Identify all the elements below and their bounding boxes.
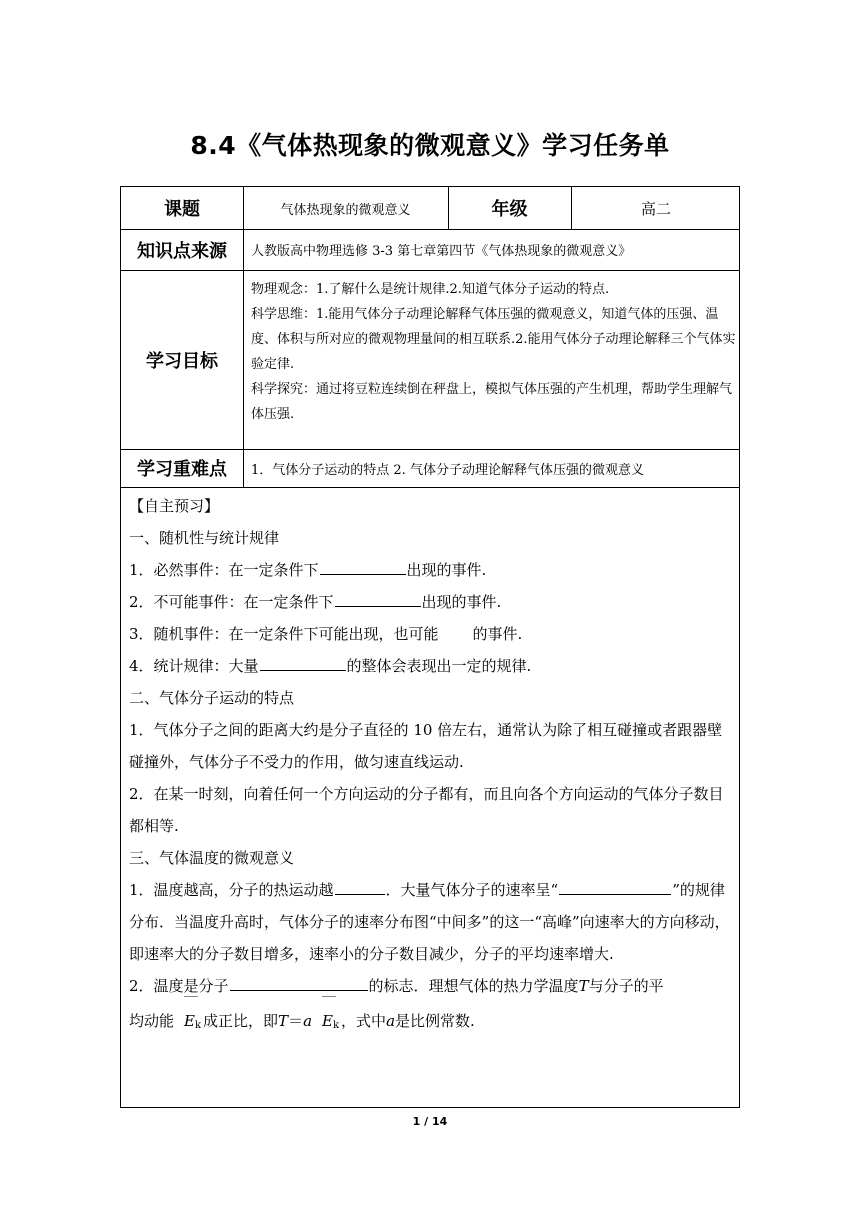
topic-value: 气体热现象的微观意义 [280, 202, 411, 218]
answer-blank[interactable] [260, 652, 346, 671]
goals-list [251, 277, 737, 427]
fill-line: 2．不可能事件：在一定条件下 出现的事件. [129, 586, 737, 618]
paragraph: 1．温度越高，分子的热运动越 ．大量气体分子的速率呈“ ”的规律分布．当温度升高时，气体分子的速率分布图“中间多”的这一“高峰”向速率大的方向移动，即速率大的分子数目增多，速率小的分子数目减少，分子的平均速率增大. [129, 874, 737, 970]
avg-kinetic-energy: $E_k$ [322, 1002, 339, 1045]
preview-heading: 【自主预习】 [129, 497, 220, 515]
section-heading: 三、气体温度的微观意义 [129, 849, 295, 867]
answer-blank[interactable] [230, 972, 368, 991]
section-heading: 二、气体分子运动的特点 [129, 689, 295, 707]
goals-label: 学习目标 [146, 350, 218, 372]
goal-item: 科学思维：1.能用气体分子动理论解释气体压强的微观意义，知道气体的压强、温度、体积与所对应的微观物理量间的相互联系.2.能用气体分子动理论解释三个气体实验定律. [251, 307, 736, 372]
section-heading: 一、随机性与统计规律 [129, 529, 280, 547]
answer-blank[interactable] [335, 876, 385, 895]
page-number: 1 / 14 [412, 1115, 448, 1128]
fill-line: 3．随机事件：在一定条件下可能出现，也可能 的事件. [129, 625, 523, 643]
answer-blank[interactable] [559, 876, 671, 895]
answer-blank[interactable] [320, 556, 406, 575]
preview-content [129, 490, 737, 1045]
difficulty-label: 学习重难点 [137, 459, 227, 480]
grade-label: 年级 [491, 199, 528, 220]
paragraph: 1．气体分子之间的距离大约是分子直径的 10 倍左右，通常认为除了相互碰撞或者跟器壁碰撞外，气体分子不受力的作用，做匀速直线运动. [129, 721, 723, 771]
grade-value: 高二 [640, 199, 671, 218]
formula-line: 均动能 $E_k$ 成正比，即T＝a $E_k$ ，式中a是比例常数. [129, 1002, 737, 1045]
fill-line: 1．必然事件：在一定条件下 出现的事件. [129, 554, 737, 586]
goal-item: 科学探究：通过将豆粒连续倒在秤盘上，模拟气体压强的产生机理，帮助学生理解气体压强. [251, 382, 733, 422]
goal-item: 物理观念：1.了解什么是统计规律.2.知道气体分子运动的特点. [251, 282, 610, 297]
avg-kinetic-energy: $E_k$ [184, 1002, 201, 1045]
topic-label: 课题 [164, 199, 200, 220]
fill-line: 4．统计规律：大量 的整体会表现出一定的规律. [129, 650, 737, 682]
page-title: 8.4《气体热现象的微观意义》学习任务单 [190, 131, 670, 160]
fill-line: 2．温度是分子 的标志．理想气体的热力学温度T与分子的平 [129, 970, 737, 1002]
paragraph: 2．在某一时刻，向着任何一个方向运动的分子都有，而且向各个方向运动的气体分子数目都相等. [129, 785, 724, 835]
answer-blank[interactable] [335, 588, 421, 607]
task-table [120, 186, 740, 1108]
source-label: 知识点来源 [137, 240, 227, 262]
source-value: 人教版高中物理选修 3-3 第七章第四节《气体热现象的微观意义》 [251, 244, 632, 259]
difficulty-value: 1．气体分子运动的特点 2. 气体分子动理论解释气体压强的微观意义 [251, 462, 644, 478]
